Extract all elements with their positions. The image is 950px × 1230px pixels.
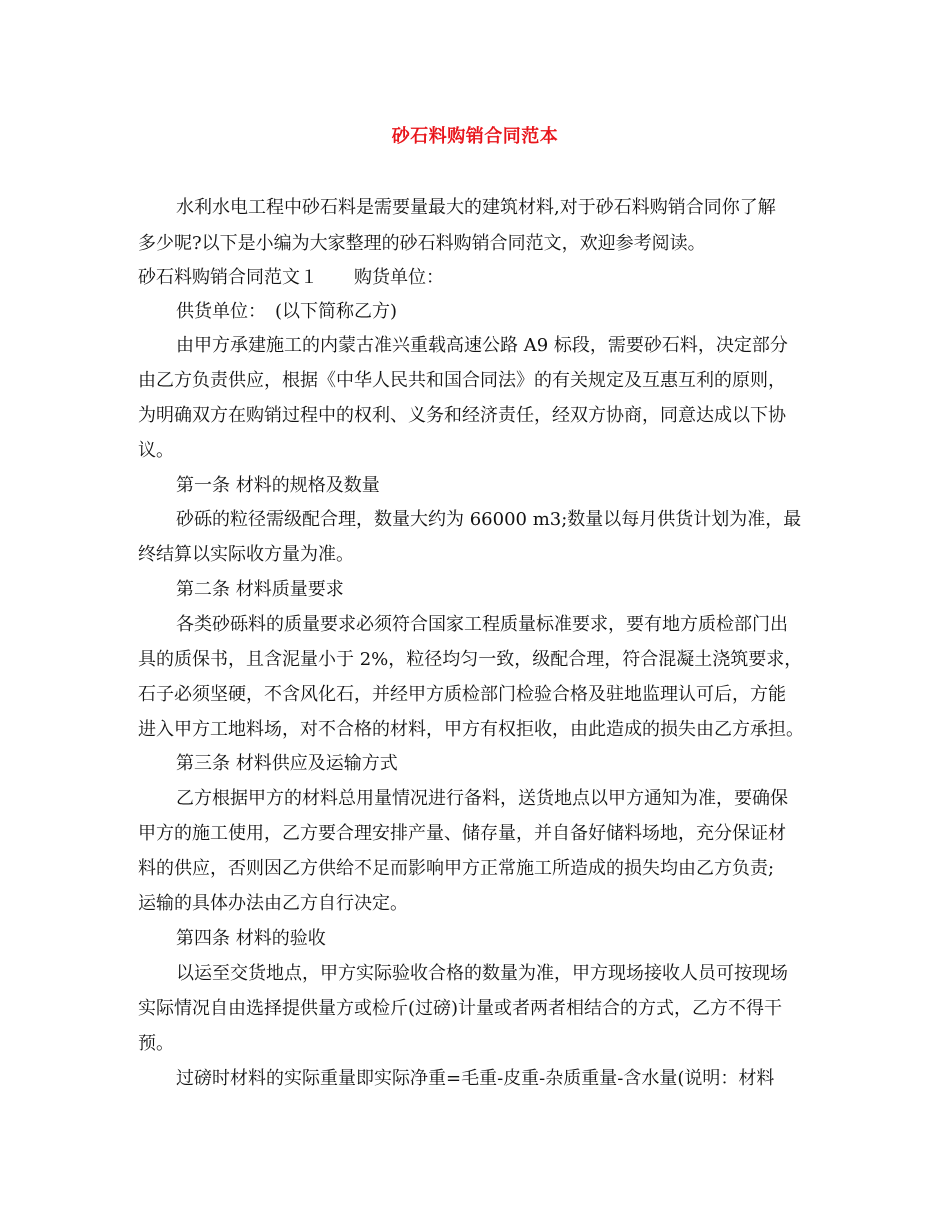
body-line: 各类砂砾料的质量要求必须符合国家工程质量标准要求，要有地方质检部门出	[176, 614, 788, 635]
body-line: 水利水电工程中砂石料是需要量最大的建筑材料,对于砂石料购销合同你了解	[176, 197, 776, 218]
body-line: 终结算以实际收方量为准。	[138, 544, 354, 565]
body-line: 具的质保书，且含泥量小于 2%，粒径均匀一致，级配合理，符合混凝土浇筑要求，	[138, 649, 803, 670]
article-heading: 第二条 材料质量要求	[176, 579, 344, 600]
body-line: 过磅时材料的实际重量即实际净重=毛重-皮重-杂质重量-含水量(说明：材料	[176, 1068, 775, 1089]
section-heading: 砂石料购销合同范文１ 购货单位：	[138, 267, 444, 288]
body-line: 由乙方负责供应，根据《中华人民共和国合同法》的有关规定及互惠互利的原则，	[138, 370, 786, 391]
body-line: 实际情况自由选择提供量方或检斤(过磅)计量或者两者相结合的方式，乙方不得干	[138, 998, 783, 1019]
body-line: 甲方的施工使用，乙方要合理安排产量、储存量，并自备好储料场地，充分保证材	[138, 823, 786, 844]
body-line: 运输的具体办法由乙方自行决定。	[138, 893, 408, 914]
body-line: 料的供应，否则因乙方供给不足而影响甲方正常施工所造成的损失均由乙方负责;	[138, 858, 775, 879]
body-line: 砂砾的粒径需级配合理，数量大约为 66000 m3;数量以每月供货计划为准，最	[176, 509, 802, 530]
body-line: 乙方根据甲方的材料总用量情况进行备料，送货地点以甲方通知为准，要确保	[176, 788, 788, 809]
body-line: 为明确双方在购销过程中的权利、义务和经济责任，经双方协商，同意达成以下协	[138, 405, 786, 426]
body-line: 石子必须坚硬，不含风化石，并经甲方质检部门检验合格及驻地监理认可后，方能	[138, 684, 786, 705]
article-heading: 第一条 材料的规格及数量	[176, 475, 380, 496]
document-title: 砂石料购销合同范本	[391, 126, 559, 147]
body-line: 进入甲方工地料场，对不合格的材料，甲方有权拒收，由此造成的损失由乙方承担。	[138, 719, 804, 740]
article-heading: 第四条 材料的验收	[176, 928, 326, 949]
body-line: 多少呢?以下是小编为大家整理的砂石料购销合同范文，欢迎参考阅读。	[138, 233, 706, 254]
body-line: 以运至交货地点，甲方实际验收合格的数量为准，甲方现场接收人员可按现场	[176, 963, 788, 984]
body-line: 预。	[138, 1033, 174, 1054]
body-line: 由甲方承建施工的内蒙古准兴重载高速公路 A9 标段，需要砂石料，决定部分	[176, 335, 788, 356]
article-heading: 第三条 材料供应及运输方式	[176, 753, 398, 774]
body-line: 议。	[138, 440, 174, 461]
body-line: 供货单位： (以下简称乙方)	[176, 301, 398, 322]
